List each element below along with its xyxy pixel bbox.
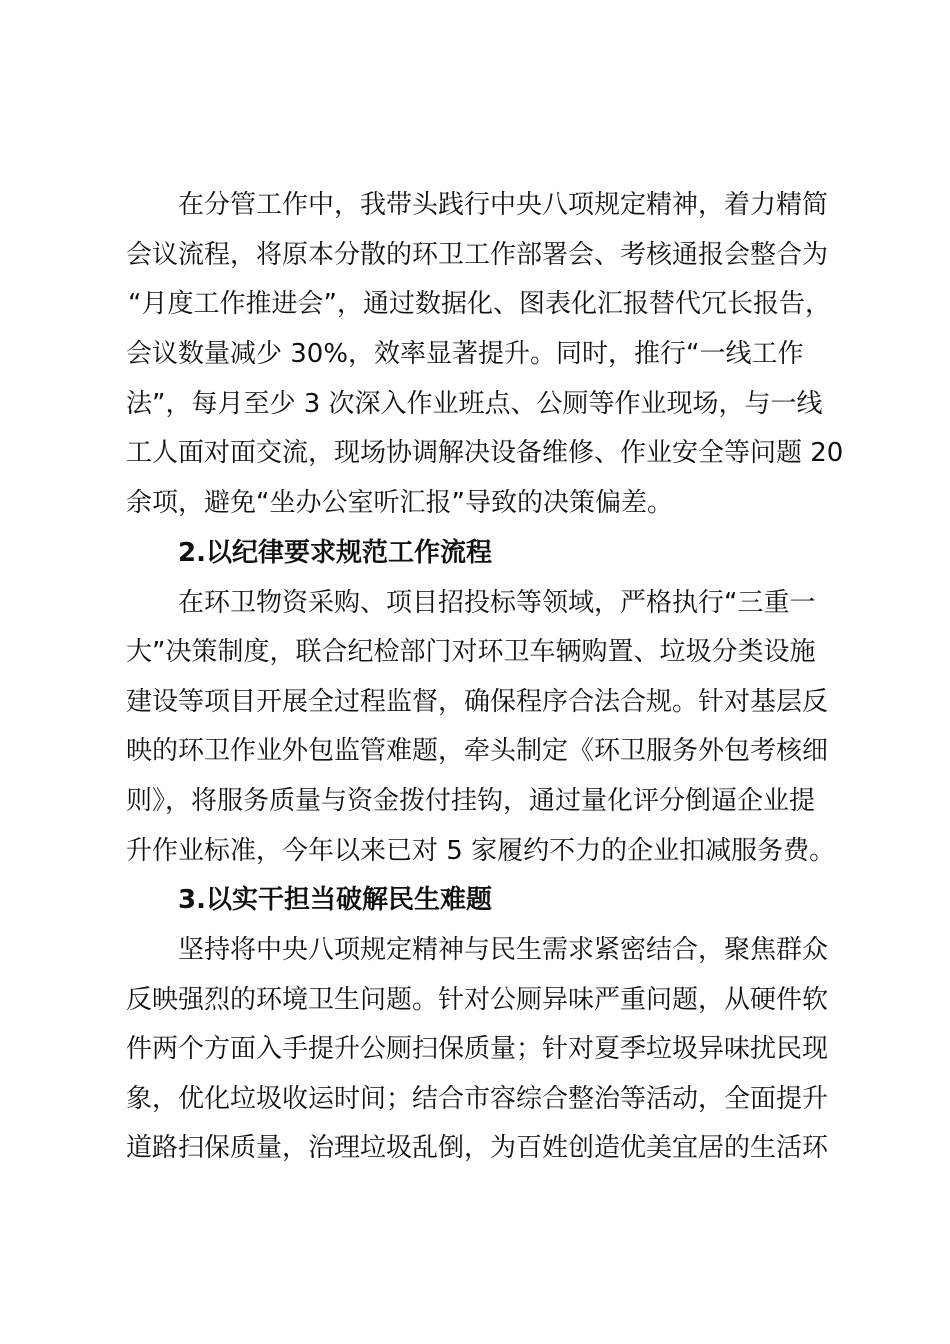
paragraph-line: 则》，将服务质量与资金拨付挂钩，通过量化评分倒逼企业提 — [126, 786, 816, 816]
paragraph-line: 映的环卫作业外包监管难题，牵头制定《环卫服务外包考核细 — [126, 736, 829, 766]
paragraph-line: 会议流程，将原本分散的环卫工作部署会、考核通报会整合为 — [126, 240, 829, 270]
paragraph-line: 件两个方面入手提升公厕扫保质量；针对夏季垃圾异味扰民现 — [126, 1034, 829, 1064]
paragraph-line: 余项，避免“坐办公室听汇报”导致的决策偏差。 — [126, 488, 673, 518]
paragraph-line: “月度工作推进会”，通过数据化、图表化汇报替代冗长报告， — [128, 289, 831, 319]
paragraph-line: 大”决策制度，联合纪检部门对环卫车辆购置、垃圾分类设施 — [126, 637, 816, 667]
section-heading: 2.以纪律要求规范工作流程 — [178, 538, 492, 568]
paragraph-line: 会议数量减少 30%，效率显著提升。同时，推行“一线工作 — [126, 339, 804, 369]
paragraph-line: 道路扫保质量，治理垃圾乱倒，为百姓创造优美宜居的生活环 — [126, 1133, 829, 1163]
paragraph-line: 工人面对面交流，现场协调解决设备维修、作业安全等问题 20 — [126, 438, 844, 468]
paragraph-line: 建设等项目开展全过程监督，确保程序合法合规。针对基层反 — [126, 687, 829, 717]
paragraph-line: 坚持将中央八项规定精神与民生需求紧密结合，聚焦群众 — [178, 935, 829, 965]
section-heading: 3.以实干担当破解民生难题 — [178, 885, 492, 915]
paragraph-line: 升作业标准，今年以来已对 5 家履约不力的企业扣减服务费。 — [126, 836, 836, 866]
paragraph-line: 在分管工作中，我带头践行中央八项规定精神，着力精简 — [178, 190, 829, 220]
paragraph-line: 象，优化垃圾收运时间；结合市容综合整治等活动，全面提升 — [126, 1084, 829, 1114]
paragraph-line: 反映强烈的环境卫生问题。针对公厕异味严重问题，从硬件软 — [126, 985, 829, 1015]
paragraph-line: 在环卫物资采购、项目招投标等领域，严格执行“三重一 — [178, 588, 816, 618]
paragraph-line: 法”，每月至少 3 次深入作业班点、公厕等作业现场，与一线 — [126, 389, 823, 419]
